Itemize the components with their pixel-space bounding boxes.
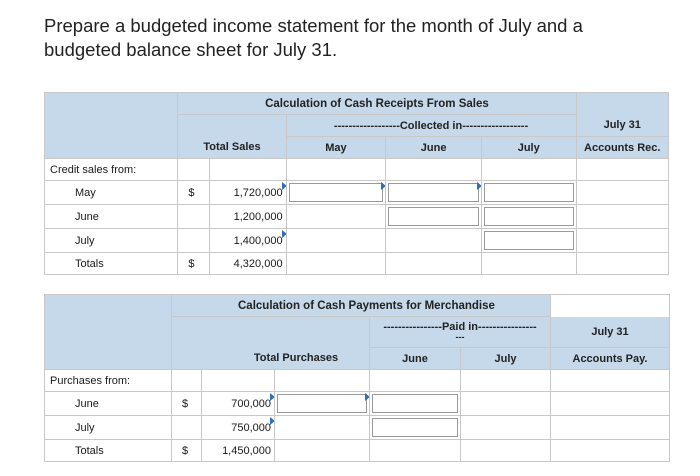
dollar-sign bbox=[172, 416, 202, 440]
june-paid-july-input[interactable] bbox=[372, 394, 458, 413]
june-collected-june-input[interactable] bbox=[388, 207, 479, 226]
credit-sales-label: Credit sales from: bbox=[45, 159, 178, 181]
col-total-sales: Total Sales bbox=[178, 137, 286, 159]
table-row bbox=[45, 229, 669, 253]
paid-in-sub: --- bbox=[455, 332, 465, 342]
entry-marker-icon bbox=[477, 182, 482, 190]
june-collected-july-input[interactable] bbox=[484, 207, 574, 226]
dollar-sign: $ bbox=[172, 440, 202, 462]
row-label: Totals bbox=[45, 440, 172, 462]
entry-marker-icon bbox=[365, 393, 370, 401]
col-july: July bbox=[481, 137, 576, 159]
total-sales-value: 1,200,000 bbox=[233, 210, 283, 223]
dollar-sign: $ bbox=[178, 253, 210, 275]
paid-in-header bbox=[370, 317, 551, 348]
receipts-caption: Calculation of Cash Receipts From Sales bbox=[178, 93, 576, 115]
table-row bbox=[45, 181, 669, 205]
july-paid-july-input[interactable] bbox=[372, 418, 458, 437]
col-accounts-rec: Accounts Rec. bbox=[576, 137, 668, 159]
paid-in-label: ----------------Paid in---------------- bbox=[383, 321, 537, 333]
col-accounts-pay: Accounts Pay. bbox=[551, 348, 670, 370]
dollar-sign: $ bbox=[172, 392, 202, 416]
cash-payments-table bbox=[44, 294, 670, 462]
col-may: May bbox=[286, 137, 386, 159]
dollar-sign: $ bbox=[178, 181, 210, 205]
total-sales-value: 1,720,000 bbox=[233, 186, 283, 199]
may-collected-july-input[interactable] bbox=[484, 183, 574, 202]
may-collected-may-input[interactable] bbox=[289, 183, 384, 202]
row-label: June bbox=[45, 392, 172, 416]
collected-in-header: ------------------Collected in------------------ bbox=[286, 115, 576, 137]
dollar-sign bbox=[178, 205, 210, 229]
total-purchases-value: 750,000 bbox=[231, 421, 271, 434]
col-july: July bbox=[461, 348, 551, 370]
dollar-sign bbox=[178, 229, 210, 253]
receipts-caption-right bbox=[576, 93, 668, 115]
table-row bbox=[45, 416, 670, 440]
row-label: July bbox=[45, 229, 178, 253]
purchases-label: Purchases from: bbox=[45, 370, 172, 392]
total-sales-value: 4,320,000 bbox=[233, 257, 283, 270]
col-total-purchases bbox=[172, 348, 370, 370]
col-june: June bbox=[386, 137, 482, 159]
row-label: Totals bbox=[45, 253, 178, 275]
entry-marker-icon bbox=[270, 417, 275, 425]
col-total-purchases-label: Total Purchases bbox=[253, 352, 339, 365]
payments-caption: Calculation of Cash Payments for Merchandise bbox=[172, 295, 551, 317]
cash-receipts-table bbox=[44, 92, 669, 275]
entry-marker-icon bbox=[282, 230, 287, 238]
total-sales-value: 1,400,000 bbox=[233, 234, 283, 247]
total-purchases-value: 1,450,000 bbox=[222, 444, 271, 457]
total-purchases-value: 700,000 bbox=[231, 397, 271, 410]
payments-col-july31: July 31 bbox=[551, 317, 670, 348]
table-row bbox=[45, 392, 670, 416]
table-row bbox=[45, 205, 669, 229]
col-june: June bbox=[370, 348, 461, 370]
receipts-col-july31: July 31 bbox=[576, 115, 668, 137]
instructions-text: Prepare a budgeted income statement for the month of July and a budgeted balance sheet for July 31. bbox=[44, 15, 583, 60]
receipts-caption-spacer bbox=[45, 93, 178, 115]
july-collected-july-input[interactable] bbox=[484, 231, 574, 250]
june-paid-june-input[interactable] bbox=[277, 394, 367, 413]
may-collected-june-input[interactable] bbox=[388, 183, 479, 202]
table-row bbox=[45, 253, 669, 275]
row-label: May bbox=[45, 181, 178, 205]
row-label: July bbox=[45, 416, 172, 440]
row-label: June bbox=[45, 205, 178, 229]
table-row bbox=[45, 440, 670, 462]
